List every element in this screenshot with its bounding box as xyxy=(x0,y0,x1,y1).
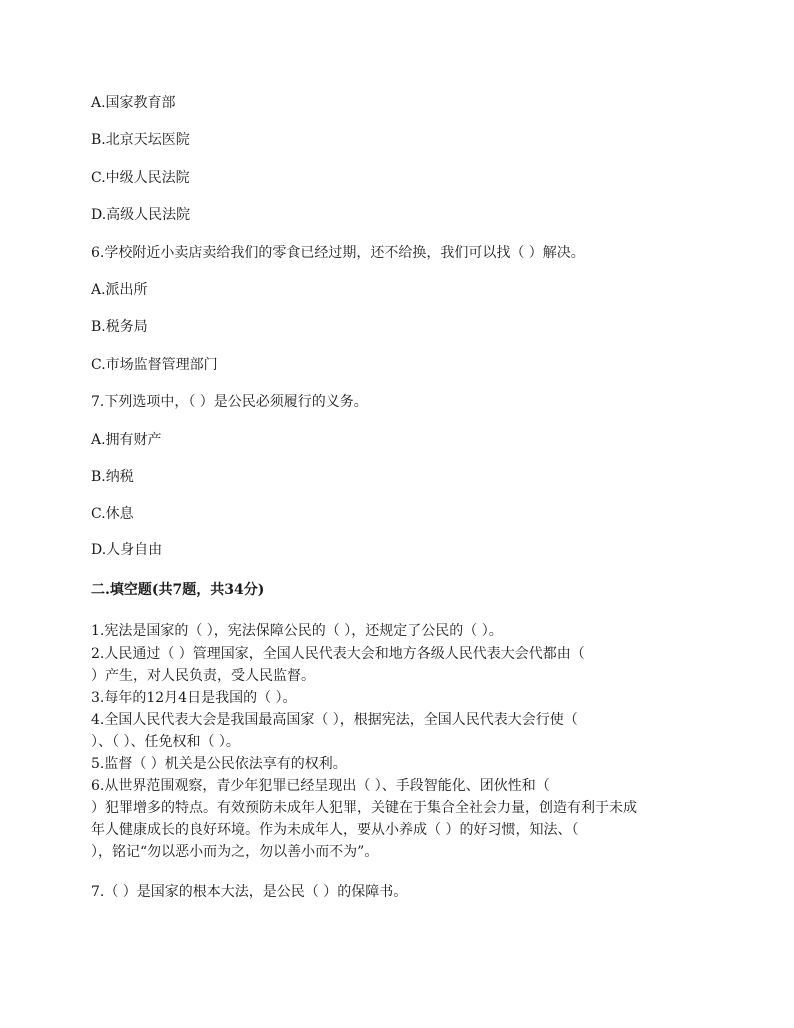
fill-line-8: 6.从世界范围观察，青少年犯罪已经呈现出（ ）、手段智能化、团伙性和（ xyxy=(91,778,550,794)
fill-line-3: ）产生，对人民负责，受人民监督。 xyxy=(91,668,315,684)
q5-option-c: C.中级人民法院 xyxy=(91,170,190,186)
q6-option-b: B.税务局 xyxy=(91,319,148,335)
fill-line-11: ），铭记“勿以恶小而为之，勿以善小而不为”。 xyxy=(91,844,379,860)
fill-line-7: 5.监督（ ）机关是公民依法享有的权利。 xyxy=(91,756,347,772)
fill-line-10: 年人健康成长的良好环境。作为未成年人，要从小养成（ ）的好习惯，知法、（ xyxy=(91,822,579,838)
fill-line-9: ）犯罪增多的特点。有效预防未成年人犯罪，关键在于集合全社会力量，创造有利于未成 xyxy=(91,800,637,816)
fill-line-last: 7.（ ）是国家的根本大法，是公民（ ）的保障书。 xyxy=(91,884,408,900)
q7-option-d: D.人身自由 xyxy=(91,542,163,558)
q7-stem: 7.下列选项中，（ ）是公民必须履行的义务。 xyxy=(91,394,368,410)
fill-line-5: 4.全国人民代表大会是我国最高国家（ ），根据宪法，全国人民代表大会行使（ xyxy=(91,712,578,728)
q5-option-d: D.高级人民法院 xyxy=(91,207,191,223)
fill-line-1: 1.宪法是国家的（ ），宪法保障公民的（ ），还规定了公民的（ ）。 xyxy=(91,623,503,639)
q6-option-c: C.市场监督管理部门 xyxy=(91,357,218,373)
q7-option-b: B.纳税 xyxy=(91,469,134,485)
fill-line-6: ）、（ ）、任免权和（ ）。 xyxy=(91,734,240,750)
q5-option-a: A.国家教育部 xyxy=(91,95,176,111)
q5-option-b: B.北京天坛医院 xyxy=(91,132,190,148)
q6-stem: 6.学校附近小卖店卖给我们的零食已经过期，还不给换，我们可以找（ ）解决。 xyxy=(91,245,585,261)
q7-option-a: A.拥有财产 xyxy=(91,432,162,448)
q6-option-a: A.派出所 xyxy=(91,282,148,298)
q7-option-c: C.休息 xyxy=(91,506,134,522)
fill-line-2: 2.人民通过（ ）管理国家，全国人民代表大会和地方各级人民代表大会代都由（ xyxy=(91,646,585,662)
section-heading: 二.填空题(共7题，共34分) xyxy=(91,582,265,598)
fill-line-4: 3.每年的12月4日是我国的（ ）。 xyxy=(91,690,297,706)
